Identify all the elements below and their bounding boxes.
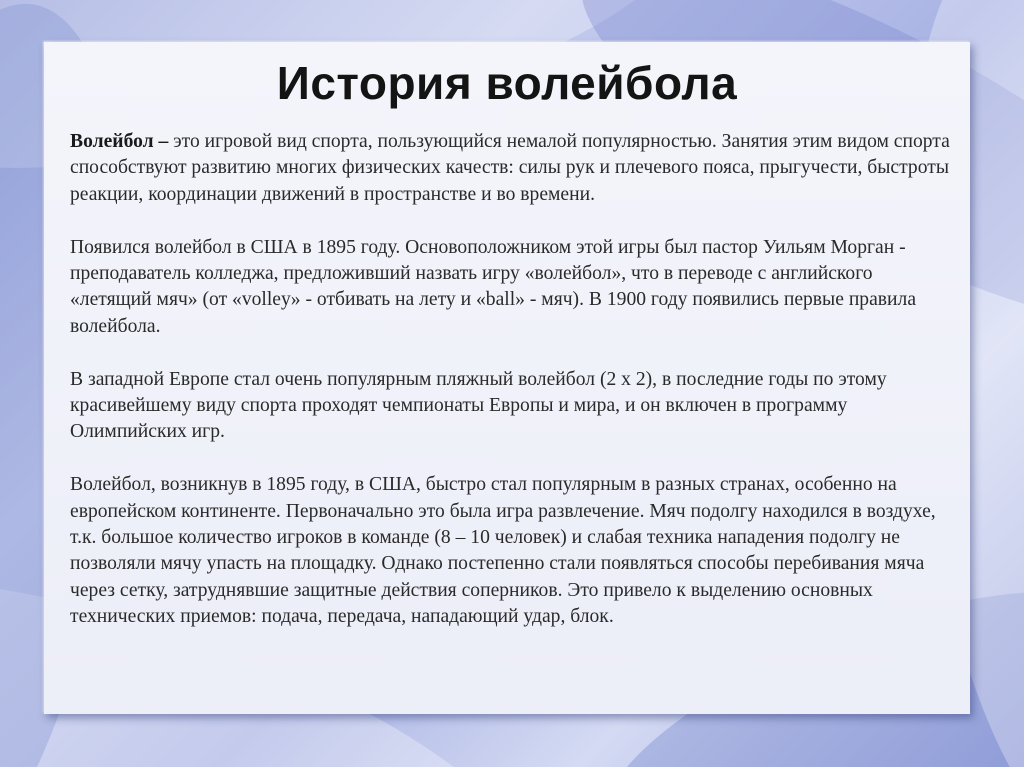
paragraph-origin: Появился волейбол в США в 1895 году. Основоположником этой игры был пастор Уильям Морган - преподаватель колледжа, предложивший назвать игру «волейбол», что в переводе с английского «летящий мяч» (от «volley» - отбивать на лету и «ball» - мяч). В 1900 году появились первые правила волейбола. (70, 236, 917, 337)
paragraph-beach-volleyball: В западной Европе стал очень популярным пляжный волейбол (2 х 2), в последние годы по этому красивейшему виду спорта проходят чемпионаты Европы и мира, и он включен в программу Олимпийских игр. (70, 368, 887, 443)
paragraph-development: Волейбол, возникнув в 1895 году, в США, быстро стал популярным в разных странах, особенно на европейском континенте. Первоначально это была игра развлечение. Мяч подолгу находился в воздухе, т.к. большое количество игроков в команде (8 – 10 человек) и слабая техника нападения подолгу не позволяли мячу упасть на площадку. Однако постепенно стали появляться способы перебивания мяча через сетку, затруднявшие защитные действия соперников. Это привело к выделению основных технических приемов: подача, передача, нападающий удар, блок. (70, 474, 936, 628)
paragraph-text: это игровой вид спорта, пользующийся немалой популярностью. Занятия этим видом спорта способствуют развитию многих физических качеств: силы рук и плечевого пояса, прыгучести, быстроты реакции, координации движений в пространстве и во времени. (70, 131, 950, 205)
slide-body (70, 129, 950, 657)
paragraph-definition (70, 129, 950, 208)
content-panel (44, 42, 970, 714)
paragraph-lead-term: Волейбол – (70, 131, 169, 152)
slide-title: История волейбола (276, 57, 738, 109)
